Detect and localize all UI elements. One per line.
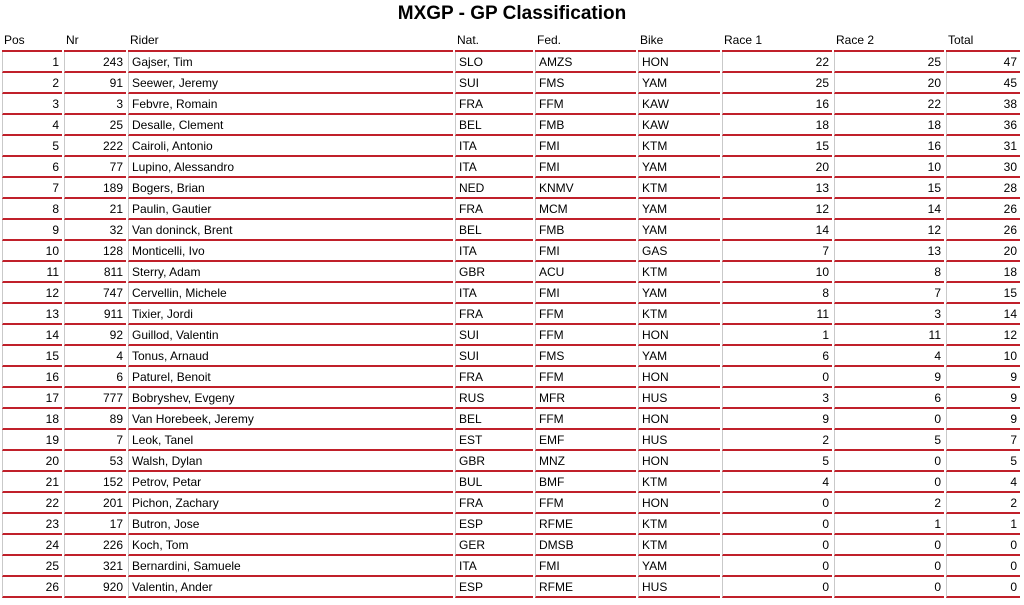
table-header-row <box>2 30 1020 52</box>
cell-bike: KTM <box>638 514 720 535</box>
cell-bike: YAM <box>638 346 720 367</box>
cell-fed: FMI <box>535 136 636 157</box>
cell-pos: 21 <box>2 472 62 493</box>
cell-nr: 201 <box>64 493 126 514</box>
cell-nat: BEL <box>455 220 533 241</box>
table-row <box>2 115 1020 136</box>
cell-bike: YAM <box>638 73 720 94</box>
cell-nat: ITA <box>455 556 533 577</box>
cell-bike: HUS <box>638 388 720 409</box>
cell-fed: AMZS <box>535 52 636 73</box>
cell-race-2: 4 <box>834 346 944 367</box>
cell-rider: Tonus, Arnaud <box>128 346 453 367</box>
cell-total: 20 <box>946 241 1020 262</box>
cell-bike: YAM <box>638 199 720 220</box>
cell-total: 30 <box>946 157 1020 178</box>
cell-nr: 777 <box>64 388 126 409</box>
cell-nat: NED <box>455 178 533 199</box>
cell-pos: 9 <box>2 220 62 241</box>
cell-pos: 3 <box>2 94 62 115</box>
cell-pos: 14 <box>2 325 62 346</box>
cell-fed: MNZ <box>535 451 636 472</box>
cell-total: 7 <box>946 430 1020 451</box>
cell-race-1: 11 <box>722 304 832 325</box>
cell-nr: 911 <box>64 304 126 325</box>
cell-bike: HON <box>638 325 720 346</box>
cell-pos: 8 <box>2 199 62 220</box>
cell-race-1: 0 <box>722 556 832 577</box>
cell-pos: 17 <box>2 388 62 409</box>
cell-pos: 5 <box>2 136 62 157</box>
table-row <box>2 157 1020 178</box>
cell-nat: SUI <box>455 346 533 367</box>
cell-bike: HON <box>638 451 720 472</box>
classification-table <box>0 30 1022 598</box>
cell-rider: Paulin, Gautier <box>128 199 453 220</box>
cell-pos: 19 <box>2 430 62 451</box>
cell-pos: 13 <box>2 304 62 325</box>
column-header-nr: Nr <box>64 30 126 52</box>
cell-nr: 89 <box>64 409 126 430</box>
cell-rider: Koch, Tom <box>128 535 453 556</box>
cell-race-1: 13 <box>722 178 832 199</box>
cell-race-1: 0 <box>722 367 832 388</box>
cell-pos: 18 <box>2 409 62 430</box>
cell-fed: FMS <box>535 73 636 94</box>
cell-pos: 12 <box>2 283 62 304</box>
cell-total: 18 <box>946 262 1020 283</box>
cell-total: 15 <box>946 283 1020 304</box>
table-row <box>2 220 1020 241</box>
cell-fed: RFME <box>535 577 636 598</box>
cell-fed: BMF <box>535 472 636 493</box>
table-row <box>2 409 1020 430</box>
cell-nr: 17 <box>64 514 126 535</box>
cell-race-1: 7 <box>722 241 832 262</box>
cell-rider: Petrov, Petar <box>128 472 453 493</box>
cell-total: 4 <box>946 472 1020 493</box>
cell-total: 0 <box>946 535 1020 556</box>
cell-fed: FMB <box>535 115 636 136</box>
cell-pos: 7 <box>2 178 62 199</box>
cell-nr: 7 <box>64 430 126 451</box>
cell-fed: MCM <box>535 199 636 220</box>
cell-race-2: 6 <box>834 388 944 409</box>
table-row <box>2 52 1020 73</box>
cell-rider: Pichon, Zachary <box>128 493 453 514</box>
cell-bike: KTM <box>638 472 720 493</box>
cell-bike: KAW <box>638 94 720 115</box>
cell-race-1: 22 <box>722 52 832 73</box>
cell-total: 9 <box>946 367 1020 388</box>
cell-bike: KTM <box>638 178 720 199</box>
cell-nr: 21 <box>64 199 126 220</box>
cell-nat: ESP <box>455 577 533 598</box>
cell-total: 38 <box>946 94 1020 115</box>
cell-nr: 811 <box>64 262 126 283</box>
cell-race-1: 0 <box>722 535 832 556</box>
cell-nr: 77 <box>64 157 126 178</box>
table-row <box>2 241 1020 262</box>
cell-race-2: 20 <box>834 73 944 94</box>
cell-bike: HON <box>638 493 720 514</box>
cell-pos: 26 <box>2 577 62 598</box>
table-row <box>2 577 1020 598</box>
table-row <box>2 451 1020 472</box>
cell-race-2: 14 <box>834 199 944 220</box>
cell-fed: FFM <box>535 304 636 325</box>
cell-fed: MFR <box>535 388 636 409</box>
cell-bike: HON <box>638 52 720 73</box>
table-row <box>2 304 1020 325</box>
cell-fed: ACU <box>535 262 636 283</box>
cell-nr: 4 <box>64 346 126 367</box>
table-row <box>2 514 1020 535</box>
cell-bike: YAM <box>638 283 720 304</box>
cell-race-2: 15 <box>834 178 944 199</box>
cell-rider: Lupino, Alessandro <box>128 157 453 178</box>
cell-race-2: 7 <box>834 283 944 304</box>
cell-race-2: 18 <box>834 115 944 136</box>
table-row <box>2 472 1020 493</box>
cell-nr: 6 <box>64 367 126 388</box>
cell-fed: FMI <box>535 241 636 262</box>
cell-nat: EST <box>455 430 533 451</box>
cell-nr: 152 <box>64 472 126 493</box>
cell-nat: GBR <box>455 451 533 472</box>
cell-total: 0 <box>946 577 1020 598</box>
cell-race-2: 0 <box>834 409 944 430</box>
cell-pos: 4 <box>2 115 62 136</box>
cell-race-1: 20 <box>722 157 832 178</box>
table-row <box>2 136 1020 157</box>
cell-bike: YAM <box>638 157 720 178</box>
cell-rider: Gajser, Tim <box>128 52 453 73</box>
cell-nat: FRA <box>455 367 533 388</box>
cell-pos: 10 <box>2 241 62 262</box>
cell-fed: FFM <box>535 94 636 115</box>
cell-bike: KTM <box>638 304 720 325</box>
cell-race-2: 0 <box>834 451 944 472</box>
cell-total: 9 <box>946 388 1020 409</box>
cell-rider: Monticelli, Ivo <box>128 241 453 262</box>
cell-race-2: 1 <box>834 514 944 535</box>
cell-fed: FFM <box>535 409 636 430</box>
cell-nr: 189 <box>64 178 126 199</box>
cell-race-1: 12 <box>722 199 832 220</box>
cell-race-2: 10 <box>834 157 944 178</box>
cell-nr: 222 <box>64 136 126 157</box>
cell-fed: EMF <box>535 430 636 451</box>
table-row <box>2 556 1020 577</box>
cell-fed: FMI <box>535 556 636 577</box>
cell-race-2: 0 <box>834 535 944 556</box>
cell-pos: 15 <box>2 346 62 367</box>
table-row <box>2 283 1020 304</box>
cell-race-2: 5 <box>834 430 944 451</box>
cell-race-2: 9 <box>834 367 944 388</box>
cell-fed: FFM <box>535 325 636 346</box>
cell-nr: 128 <box>64 241 126 262</box>
table-row <box>2 73 1020 94</box>
column-header-race-2: Race 2 <box>834 30 944 52</box>
cell-pos: 24 <box>2 535 62 556</box>
cell-nat: GBR <box>455 262 533 283</box>
cell-pos: 16 <box>2 367 62 388</box>
cell-rider: Paturel, Benoit <box>128 367 453 388</box>
cell-race-2: 25 <box>834 52 944 73</box>
cell-nat: ESP <box>455 514 533 535</box>
table-row <box>2 535 1020 556</box>
cell-fed: FMI <box>535 157 636 178</box>
cell-bike: HON <box>638 409 720 430</box>
cell-race-1: 14 <box>722 220 832 241</box>
cell-nr: 32 <box>64 220 126 241</box>
column-header-pos: Pos <box>2 30 62 52</box>
cell-race-1: 0 <box>722 577 832 598</box>
cell-nr: 3 <box>64 94 126 115</box>
table-row <box>2 346 1020 367</box>
cell-rider: Leok, Tanel <box>128 430 453 451</box>
cell-race-2: 22 <box>834 94 944 115</box>
cell-total: 2 <box>946 493 1020 514</box>
cell-bike: KTM <box>638 136 720 157</box>
cell-fed: FFM <box>535 493 636 514</box>
cell-race-1: 0 <box>722 514 832 535</box>
cell-rider: Seewer, Jeremy <box>128 73 453 94</box>
cell-nat: GER <box>455 535 533 556</box>
cell-fed: FFM <box>535 367 636 388</box>
cell-nat: SLO <box>455 52 533 73</box>
cell-nr: 92 <box>64 325 126 346</box>
page-title: MXGP - GP Classification <box>397 3 627 24</box>
cell-bike: YAM <box>638 220 720 241</box>
cell-race-2: 11 <box>834 325 944 346</box>
cell-nat: ITA <box>455 136 533 157</box>
cell-total: 26 <box>946 220 1020 241</box>
cell-pos: 6 <box>2 157 62 178</box>
cell-race-1: 8 <box>722 283 832 304</box>
cell-fed: FMS <box>535 346 636 367</box>
cell-nr: 747 <box>64 283 126 304</box>
cell-pos: 1 <box>2 52 62 73</box>
table-body <box>2 52 1020 598</box>
cell-race-1: 15 <box>722 136 832 157</box>
cell-race-1: 5 <box>722 451 832 472</box>
cell-race-1: 6 <box>722 346 832 367</box>
cell-nat: SUI <box>455 325 533 346</box>
cell-fed: FMB <box>535 220 636 241</box>
cell-nat: FRA <box>455 94 533 115</box>
cell-rider: Bogers, Brian <box>128 178 453 199</box>
cell-fed: KNMV <box>535 178 636 199</box>
cell-rider: Bobryshev, Evgeny <box>128 388 453 409</box>
cell-race-1: 1 <box>722 325 832 346</box>
cell-total: 5 <box>946 451 1020 472</box>
cell-nr: 920 <box>64 577 126 598</box>
cell-pos: 2 <box>2 73 62 94</box>
cell-nat: BEL <box>455 409 533 430</box>
cell-race-2: 13 <box>834 241 944 262</box>
cell-race-2: 8 <box>834 262 944 283</box>
column-header-race-1: Race 1 <box>722 30 832 52</box>
cell-total: 12 <box>946 325 1020 346</box>
cell-nr: 321 <box>64 556 126 577</box>
cell-rider: Desalle, Clement <box>128 115 453 136</box>
cell-nat: BEL <box>455 115 533 136</box>
cell-nat: SUI <box>455 73 533 94</box>
cell-race-1: 3 <box>722 388 832 409</box>
cell-race-2: 12 <box>834 220 944 241</box>
cell-nat: FRA <box>455 493 533 514</box>
cell-race-2: 2 <box>834 493 944 514</box>
cell-race-1: 0 <box>722 493 832 514</box>
cell-race-2: 0 <box>834 577 944 598</box>
cell-total: 1 <box>946 514 1020 535</box>
cell-pos: 25 <box>2 556 62 577</box>
cell-race-1: 16 <box>722 94 832 115</box>
cell-nr: 91 <box>64 73 126 94</box>
cell-rider: Butron, Jose <box>128 514 453 535</box>
table-row <box>2 262 1020 283</box>
cell-pos: 11 <box>2 262 62 283</box>
cell-race-1: 18 <box>722 115 832 136</box>
table-row <box>2 178 1020 199</box>
cell-total: 0 <box>946 556 1020 577</box>
cell-rider: Cervellin, Michele <box>128 283 453 304</box>
cell-nat: ITA <box>455 157 533 178</box>
cell-fed: RFME <box>535 514 636 535</box>
cell-nr: 25 <box>64 115 126 136</box>
cell-total: 28 <box>946 178 1020 199</box>
cell-nat: ITA <box>455 241 533 262</box>
cell-rider: Febvre, Romain <box>128 94 453 115</box>
cell-nat: FRA <box>455 304 533 325</box>
cell-bike: KTM <box>638 262 720 283</box>
cell-bike: HUS <box>638 430 720 451</box>
cell-pos: 20 <box>2 451 62 472</box>
cell-nr: 243 <box>64 52 126 73</box>
table-row <box>2 493 1020 514</box>
cell-fed: DMSB <box>535 535 636 556</box>
cell-rider: Cairoli, Antonio <box>128 136 453 157</box>
table-row <box>2 430 1020 451</box>
cell-pos: 22 <box>2 493 62 514</box>
table-row <box>2 94 1020 115</box>
cell-rider: Guillod, Valentin <box>128 325 453 346</box>
column-header-nat: Nat. <box>455 30 533 52</box>
cell-race-2: 0 <box>834 472 944 493</box>
cell-bike: KTM <box>638 535 720 556</box>
cell-rider: Walsh, Dylan <box>128 451 453 472</box>
cell-race-1: 10 <box>722 262 832 283</box>
cell-nr: 226 <box>64 535 126 556</box>
cell-bike: HON <box>638 367 720 388</box>
cell-nr: 53 <box>64 451 126 472</box>
cell-race-2: 3 <box>834 304 944 325</box>
cell-total: 9 <box>946 409 1020 430</box>
cell-rider: Tixier, Jordi <box>128 304 453 325</box>
table-row <box>2 199 1020 220</box>
cell-rider: Valentin, Ander <box>128 577 453 598</box>
cell-rider: Van doninck, Brent <box>128 220 453 241</box>
cell-total: 31 <box>946 136 1020 157</box>
cell-total: 45 <box>946 73 1020 94</box>
table-row <box>2 388 1020 409</box>
cell-bike: GAS <box>638 241 720 262</box>
cell-nat: RUS <box>455 388 533 409</box>
column-header-bike: Bike <box>638 30 720 52</box>
cell-race-1: 4 <box>722 472 832 493</box>
cell-bike: HUS <box>638 577 720 598</box>
cell-total: 26 <box>946 199 1020 220</box>
cell-nat: FRA <box>455 199 533 220</box>
table-row <box>2 325 1020 346</box>
table-row <box>2 367 1020 388</box>
cell-nat: BUL <box>455 472 533 493</box>
cell-race-1: 2 <box>722 430 832 451</box>
cell-race-2: 16 <box>834 136 944 157</box>
cell-race-2: 0 <box>834 556 944 577</box>
cell-rider: Van Horebeek, Jeremy <box>128 409 453 430</box>
cell-total: 10 <box>946 346 1020 367</box>
cell-bike: KAW <box>638 115 720 136</box>
cell-total: 47 <box>946 52 1020 73</box>
cell-bike: YAM <box>638 556 720 577</box>
cell-total: 36 <box>946 115 1020 136</box>
cell-rider: Bernardini, Samuele <box>128 556 453 577</box>
cell-rider: Sterry, Adam <box>128 262 453 283</box>
cell-pos: 23 <box>2 514 62 535</box>
cell-race-1: 25 <box>722 73 832 94</box>
cell-nat: ITA <box>455 283 533 304</box>
cell-race-1: 9 <box>722 409 832 430</box>
column-header-rider: Rider <box>128 30 453 52</box>
column-header-fed: Fed. <box>535 30 636 52</box>
cell-fed: FMI <box>535 283 636 304</box>
cell-total: 14 <box>946 304 1020 325</box>
column-header-total: Total <box>946 30 1020 52</box>
